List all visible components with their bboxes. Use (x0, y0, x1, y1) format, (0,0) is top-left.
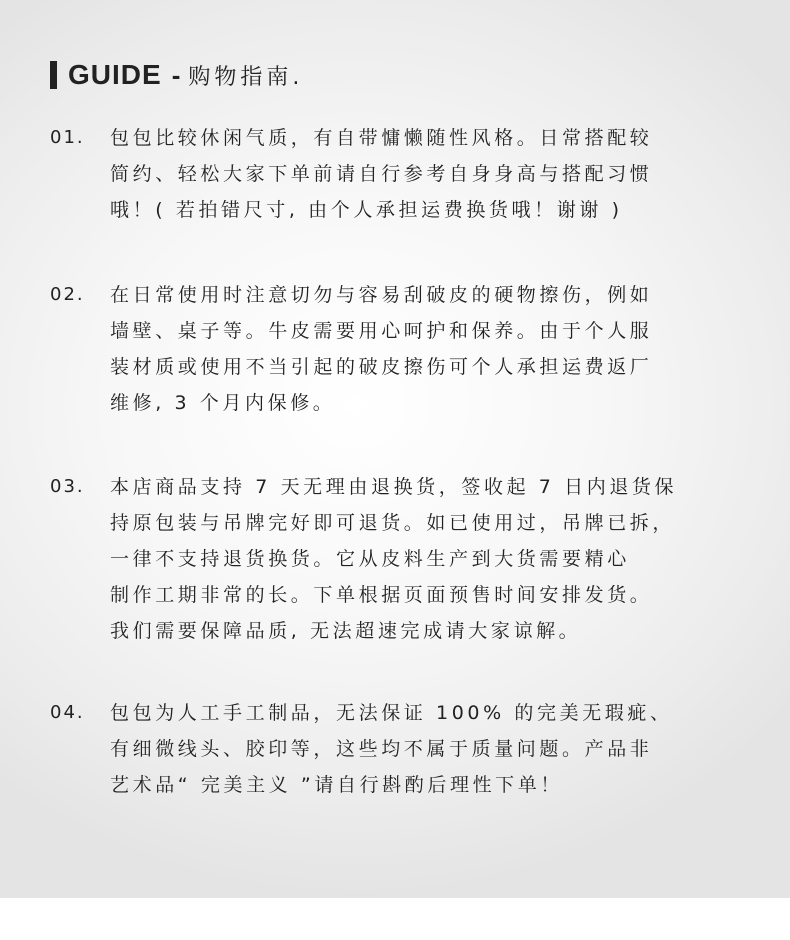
item-line: 装材质或使用不当引起的破皮擦伤可个人承担运费返厂 (110, 356, 653, 378)
item-line: 制作工期非常的长。下单根据页面预售时间安排发货。 (110, 584, 653, 606)
guide-item-02 (50, 277, 750, 421)
guide-item-01 (50, 120, 750, 228)
guide-item-04 (50, 695, 750, 803)
guide-title-cn: 购物指南. (188, 64, 304, 90)
item-line: 艺术品“ 完美主义 ”请自行斟酌后理性下单！ (110, 774, 563, 796)
guide-title-dash: - (171, 59, 181, 90)
item-text (110, 120, 750, 228)
item-line: 我们需要保障品质, 无法超速完成请大家谅解。 (110, 620, 582, 642)
item-number: 04. (50, 702, 85, 723)
guide-heading (50, 58, 303, 92)
guide-item-03 (50, 469, 750, 649)
item-number: 01. (50, 127, 85, 148)
item-line: 墙壁、桌子等。牛皮需要用心呵护和保养。由于个人服 (110, 320, 653, 342)
guide-title-en: GUIDE (68, 59, 162, 90)
item-line: 持原包装与吊牌完好即可退货。如已使用过，吊牌已拆， (110, 512, 676, 534)
item-line: 哦！( 若拍错尺寸, 由个人承担运费换货哦！谢谢 ) (110, 199, 623, 221)
item-number: 03. (50, 476, 85, 497)
item-line: 包包为人工手工制品，无法保证 100% 的完美无瑕疵、 (110, 702, 673, 724)
title-accent-bar (50, 61, 57, 89)
item-line: 包包比较休闲气质，有自带慵懒随性风格。日常搭配较 (110, 127, 653, 149)
item-line: 本店商品支持 7 天无理由退换货，签收起 7 日内退货保 (110, 476, 678, 498)
item-text (110, 469, 750, 649)
item-text (110, 277, 750, 421)
item-line: 一律不支持退货换货。它从皮料生产到大货需要精心 (110, 548, 630, 570)
item-line: 维修, 3 个月内保修。 (110, 392, 336, 414)
item-line: 简约、轻松大家下单前请自行参考自身身高与搭配习惯 (110, 163, 653, 185)
item-text (110, 695, 750, 803)
item-line: 有细微线头、胶印等，这些均不属于质量问题。产品非 (110, 738, 653, 760)
item-number: 02. (50, 284, 85, 305)
item-line: 在日常使用时注意切勿与容易刮破皮的硬物擦伤，例如 (110, 284, 653, 306)
